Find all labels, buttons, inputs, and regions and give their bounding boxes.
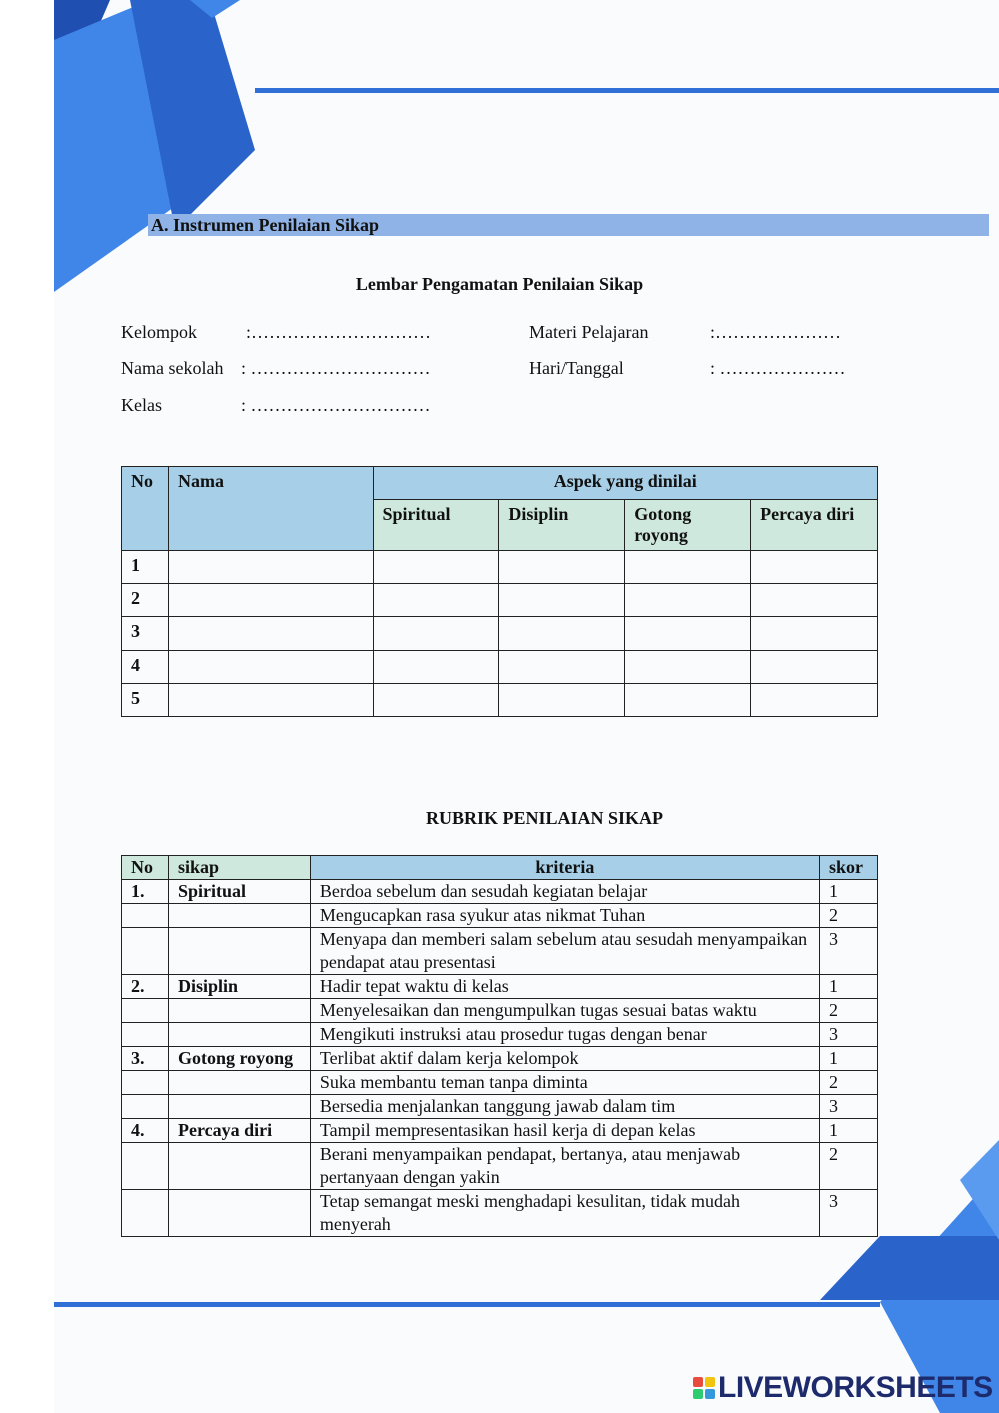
- row-number: 2: [122, 584, 169, 617]
- rubric-no: [122, 1023, 169, 1047]
- rubric-skor: 2: [819, 904, 877, 928]
- cell-gotong-royong[interactable]: [625, 684, 751, 717]
- rubric-sikap: [168, 1190, 310, 1237]
- rubric-no: [122, 1071, 169, 1095]
- table-row: [122, 1047, 878, 1071]
- rubric-no: 1.: [122, 880, 169, 904]
- cell-spiritual[interactable]: [373, 684, 499, 717]
- rubric-sikap: [168, 904, 310, 928]
- table-row: [122, 1143, 878, 1190]
- row-number: 4: [122, 651, 169, 684]
- rubric-skor: 3: [819, 1095, 877, 1119]
- rubric-kriteria: Tetap semangat meski menghadapi kesulitan, tidak mudah menyerah: [310, 1190, 819, 1237]
- section-heading: A. Instrumen Penilaian Sikap: [148, 214, 989, 236]
- table-row: [122, 1119, 878, 1143]
- kelompok-label: Kelompok: [121, 322, 197, 342]
- cell-gotong-royong[interactable]: [625, 617, 751, 651]
- rubric-sikap: [168, 928, 310, 975]
- kelompok-field[interactable]: :…………………………: [246, 322, 432, 342]
- cell-percaya-diri[interactable]: [751, 584, 878, 617]
- aspect-percaya-diri: Percaya diri: [751, 500, 878, 551]
- table-row: [122, 651, 878, 684]
- table-row: [122, 551, 878, 584]
- rubric-sikap: [168, 1023, 310, 1047]
- rubric-skor: 1: [819, 975, 877, 999]
- cell-nama[interactable]: [168, 551, 373, 584]
- cell-gotong-royong[interactable]: [625, 584, 751, 617]
- rubric-kriteria: Hadir tepat waktu di kelas: [310, 975, 819, 999]
- rubric-sikap: [168, 1071, 310, 1095]
- table-row: [122, 904, 878, 928]
- hari-field[interactable]: : …………………: [710, 358, 846, 378]
- rubric-col-kriteria: kriteria: [310, 856, 819, 880]
- table-row: [122, 1190, 878, 1237]
- rubric-kriteria: Terlibat aktif dalam kerja kelompok: [310, 1047, 819, 1071]
- cell-nama[interactable]: [168, 651, 373, 684]
- liveworksheets-logo: [693, 1371, 993, 1405]
- rubric-kriteria: Menyelesaikan dan mengumpulkan tugas sesuai batas waktu: [310, 999, 819, 1023]
- logo-text: LIVEWORKSHEETS: [718, 1371, 993, 1404]
- cell-nama[interactable]: [168, 684, 373, 717]
- kelas-label: Kelas: [121, 395, 162, 415]
- cell-gotong-royong[interactable]: [625, 651, 751, 684]
- observation-title: Lembar Pengamatan Penilaian Sikap: [355, 274, 644, 294]
- row-number: 1: [122, 551, 169, 584]
- rubric-no: 4.: [122, 1119, 169, 1143]
- rubric-skor: 2: [819, 999, 877, 1023]
- row-number: 3: [122, 617, 169, 651]
- nama-sekolah-label: Nama sekolah: [121, 358, 224, 378]
- table-row: [122, 975, 878, 999]
- cell-disiplin[interactable]: [499, 551, 625, 584]
- cell-nama[interactable]: [168, 584, 373, 617]
- rubric-no: [122, 1095, 169, 1119]
- logo-icon: [693, 1377, 715, 1399]
- rubric-skor: 3: [819, 1190, 877, 1237]
- rubric-sikap: [168, 1143, 310, 1190]
- kelas-field[interactable]: : …………………………: [241, 395, 431, 415]
- cell-percaya-diri[interactable]: [751, 551, 878, 584]
- rubric-no: [122, 999, 169, 1023]
- table-row: [122, 880, 878, 904]
- aspect-spiritual: Spiritual: [373, 500, 499, 551]
- col-aspek: Aspek yang dinilai: [373, 467, 877, 500]
- rubric-kriteria: Berani menyampaikan pendapat, bertanya, atau menjawab pertanyaan dengan yakin: [310, 1143, 819, 1190]
- rubric-no: [122, 928, 169, 975]
- rubric-skor: 1: [819, 880, 877, 904]
- cell-disiplin[interactable]: [499, 584, 625, 617]
- rubric-kriteria: Mengikuti instruksi atau prosedur tugas dengan benar: [310, 1023, 819, 1047]
- rubric-col-skor: skor: [819, 856, 877, 880]
- cell-nama[interactable]: [168, 617, 373, 651]
- rubric-no: [122, 904, 169, 928]
- rubric-skor: 1: [819, 1119, 877, 1143]
- rubric-kriteria: Menyapa dan memberi salam sebelum atau sesudah menyampaikan pendapat atau presentasi: [310, 928, 819, 975]
- cell-percaya-diri[interactable]: [751, 617, 878, 651]
- cell-spiritual[interactable]: [373, 584, 499, 617]
- rubric-no: 2.: [122, 975, 169, 999]
- col-nama: Nama: [168, 467, 373, 551]
- rubric-no: 3.: [122, 1047, 169, 1071]
- rubric-sikap: [168, 999, 310, 1023]
- rubric-kriteria: Mengucapkan rasa syukur atas nikmat Tuhan: [310, 904, 819, 928]
- rubric-no: [122, 1190, 169, 1237]
- rubric-col-no: No: [122, 856, 169, 880]
- rubric-table: [121, 855, 878, 1237]
- rubric-sikap: Gotong royong: [168, 1047, 310, 1071]
- table-row: [122, 584, 878, 617]
- aspect-gotong-royong: Gotong royong: [625, 500, 751, 551]
- row-number: 5: [122, 684, 169, 717]
- rubric-sikap: [168, 1095, 310, 1119]
- cell-percaya-diri[interactable]: [751, 651, 878, 684]
- hari-label: Hari/Tanggal: [529, 358, 624, 378]
- rubric-title: RUBRIK PENILAIAN SIKAP: [425, 808, 664, 828]
- cell-percaya-diri[interactable]: [751, 684, 878, 717]
- cell-disiplin[interactable]: [499, 684, 625, 717]
- col-no: No: [122, 467, 169, 551]
- table-row: [122, 684, 878, 717]
- table-row: [122, 1095, 878, 1119]
- aspect-disiplin: Disiplin: [499, 500, 625, 551]
- materi-label: Materi Pelajaran: [529, 322, 649, 342]
- cell-gotong-royong[interactable]: [625, 551, 751, 584]
- rubric-kriteria: Suka membantu teman tanpa diminta: [310, 1071, 819, 1095]
- observation-table: [121, 466, 878, 717]
- nama-sekolah-field[interactable]: : …………………………: [241, 358, 431, 378]
- rubric-skor: 3: [819, 1023, 877, 1047]
- table-row: [122, 1023, 878, 1047]
- rubric-sikap: Percaya diri: [168, 1119, 310, 1143]
- table-row: [122, 999, 878, 1023]
- cell-spiritual[interactable]: [373, 551, 499, 584]
- table-row: [122, 1071, 878, 1095]
- rubric-body: [122, 880, 878, 1237]
- cell-disiplin[interactable]: [499, 651, 625, 684]
- table-row: [122, 928, 878, 975]
- rubric-skor: 3: [819, 928, 877, 975]
- rubric-no: [122, 1143, 169, 1190]
- rubric-skor: 2: [819, 1143, 877, 1190]
- rubric-kriteria: Berdoa sebelum dan sesudah kegiatan belajar: [310, 880, 819, 904]
- rubric-kriteria: Tampil mempresentasikan hasil kerja di depan kelas: [310, 1119, 819, 1143]
- cell-spiritual[interactable]: [373, 617, 499, 651]
- cell-spiritual[interactable]: [373, 651, 499, 684]
- cell-disiplin[interactable]: [499, 617, 625, 651]
- table-row: [122, 617, 878, 651]
- materi-field[interactable]: :…………………: [710, 322, 842, 342]
- rubric-sikap: Disiplin: [168, 975, 310, 999]
- rubric-col-sikap: sikap: [168, 856, 310, 880]
- rubric-skor: 2: [819, 1071, 877, 1095]
- rubric-skor: 1: [819, 1047, 877, 1071]
- rubric-sikap: Spiritual: [168, 880, 310, 904]
- rubric-kriteria: Bersedia menjalankan tanggung jawab dalam tim: [310, 1095, 819, 1119]
